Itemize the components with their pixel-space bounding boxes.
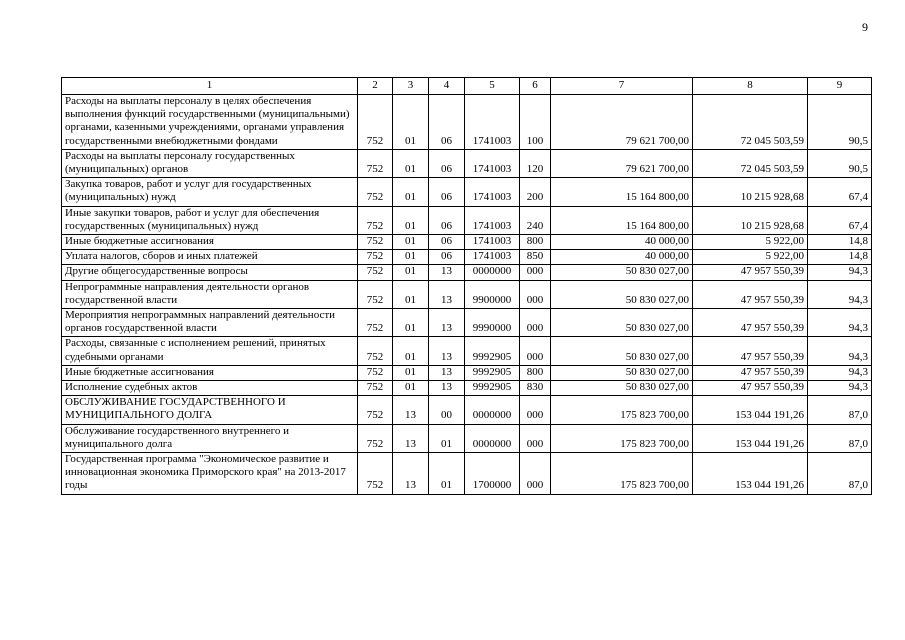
cell-col-section: 01 — [393, 337, 429, 365]
table-row — [62, 95, 872, 150]
header-cell-col-executed: 8 — [693, 78, 808, 95]
cell-col-section: 01 — [393, 206, 429, 234]
header-cell-col-expense-type: 6 — [520, 78, 551, 95]
cell-col-executed: 47 957 550,39 — [693, 309, 808, 337]
cell-col-plan: 50 830 027,00 — [551, 381, 693, 396]
cell-col-admin: 752 — [358, 365, 393, 380]
cell-col-plan: 175 823 700,00 — [551, 396, 693, 424]
cell-col-subsection: 13 — [429, 381, 465, 396]
cell-col-percent: 94,3 — [808, 365, 872, 380]
cell-col-subsection: 06 — [429, 95, 465, 150]
cell-col-section: 01 — [393, 265, 429, 280]
cell-col-target-article: 9990000 — [465, 309, 520, 337]
cell-col-name: Государственная программа "Экономическое развитие и инновационная экономика Приморского края" на 2013-2017 годы — [62, 453, 358, 495]
cell-col-name: Закупка товаров, работ и услуг для государственных (муниципальных) нужд — [62, 178, 358, 206]
cell-col-name: ОБСЛУЖИВАНИЕ ГОСУДАРСТВЕННОГО И МУНИЦИПАЛЬНОГО ДОЛГА — [62, 396, 358, 424]
cell-col-subsection: 06 — [429, 206, 465, 234]
cell-col-name: Непрограммные направления деятельности органов государственной власти — [62, 280, 358, 308]
cell-col-expense-type: 100 — [520, 95, 551, 150]
header-cell-col-subsection: 4 — [429, 78, 465, 95]
cell-col-name: Иные бюджетные ассигнования — [62, 235, 358, 250]
cell-col-expense-type: 000 — [520, 453, 551, 495]
cell-col-plan: 79 621 700,00 — [551, 149, 693, 177]
cell-col-target-article: 1700000 — [465, 453, 520, 495]
cell-col-expense-type: 000 — [520, 309, 551, 337]
cell-col-percent: 14,8 — [808, 250, 872, 265]
cell-col-expense-type: 850 — [520, 250, 551, 265]
cell-col-name: Иные закупки товаров, работ и услуг для обеспечения государственных (муниципальных) нужд — [62, 206, 358, 234]
cell-col-percent: 94,3 — [808, 337, 872, 365]
table-row — [62, 381, 872, 396]
cell-col-section: 01 — [393, 250, 429, 265]
header-row — [62, 78, 872, 95]
cell-col-percent: 67,4 — [808, 178, 872, 206]
table-body — [62, 95, 872, 495]
cell-col-section: 01 — [393, 95, 429, 150]
cell-col-expense-type: 240 — [520, 206, 551, 234]
cell-col-executed: 47 957 550,39 — [693, 265, 808, 280]
cell-col-executed: 47 957 550,39 — [693, 365, 808, 380]
cell-col-percent: 67,4 — [808, 206, 872, 234]
cell-col-percent: 94,3 — [808, 381, 872, 396]
table-row — [62, 250, 872, 265]
header-cell-col-admin: 2 — [358, 78, 393, 95]
cell-col-target-article: 9900000 — [465, 280, 520, 308]
cell-col-expense-type: 000 — [520, 424, 551, 452]
header-cell-col-plan: 7 — [551, 78, 693, 95]
table-row — [62, 280, 872, 308]
cell-col-target-article: 0000000 — [465, 265, 520, 280]
cell-col-admin: 752 — [358, 337, 393, 365]
cell-col-name: Иные бюджетные ассигнования — [62, 365, 358, 380]
cell-col-plan: 50 830 027,00 — [551, 309, 693, 337]
cell-col-subsection: 06 — [429, 235, 465, 250]
table-row — [62, 453, 872, 495]
cell-col-executed: 47 957 550,39 — [693, 381, 808, 396]
cell-col-admin: 752 — [358, 206, 393, 234]
cell-col-expense-type: 200 — [520, 178, 551, 206]
table-row — [62, 206, 872, 234]
table-row — [62, 396, 872, 424]
cell-col-target-article: 1741003 — [465, 149, 520, 177]
cell-col-name: Обслуживание государственного внутреннего и муниципального долга — [62, 424, 358, 452]
cell-col-executed: 5 922,00 — [693, 235, 808, 250]
cell-col-expense-type: 830 — [520, 381, 551, 396]
cell-col-admin: 752 — [358, 95, 393, 150]
cell-col-plan: 50 830 027,00 — [551, 337, 693, 365]
cell-col-subsection: 13 — [429, 365, 465, 380]
table-row — [62, 365, 872, 380]
cell-col-subsection: 01 — [429, 453, 465, 495]
header-cell-col-percent: 9 — [808, 78, 872, 95]
cell-col-percent: 90,5 — [808, 149, 872, 177]
table-row — [62, 149, 872, 177]
cell-col-target-article: 9992905 — [465, 365, 520, 380]
cell-col-plan: 175 823 700,00 — [551, 424, 693, 452]
cell-col-name: Расходы на выплаты персоналу государственных (муниципальных) органов — [62, 149, 358, 177]
cell-col-executed: 5 922,00 — [693, 250, 808, 265]
cell-col-section: 01 — [393, 149, 429, 177]
cell-col-target-article: 1741003 — [465, 250, 520, 265]
cell-col-target-article: 1741003 — [465, 178, 520, 206]
cell-col-subsection: 13 — [429, 265, 465, 280]
cell-col-target-article: 9992905 — [465, 381, 520, 396]
cell-col-name: Мероприятия непрограммных направлений деятельности органов государственной власти — [62, 309, 358, 337]
cell-col-plan: 50 830 027,00 — [551, 280, 693, 308]
cell-col-executed: 153 044 191,26 — [693, 453, 808, 495]
table-row — [62, 265, 872, 280]
cell-col-expense-type: 000 — [520, 265, 551, 280]
cell-col-expense-type: 000 — [520, 396, 551, 424]
cell-col-executed: 153 044 191,26 — [693, 396, 808, 424]
cell-col-section: 13 — [393, 396, 429, 424]
cell-col-subsection: 13 — [429, 337, 465, 365]
cell-col-admin: 752 — [358, 453, 393, 495]
cell-col-percent: 87,0 — [808, 453, 872, 495]
cell-col-target-article: 0000000 — [465, 424, 520, 452]
cell-col-target-article: 9992905 — [465, 337, 520, 365]
cell-col-plan: 40 000,00 — [551, 235, 693, 250]
cell-col-target-article: 0000000 — [465, 396, 520, 424]
table-row — [62, 424, 872, 452]
table-row — [62, 235, 872, 250]
cell-col-admin: 752 — [358, 250, 393, 265]
cell-col-executed: 72 045 503,59 — [693, 95, 808, 150]
cell-col-target-article: 1741003 — [465, 95, 520, 150]
cell-col-subsection: 06 — [429, 250, 465, 265]
cell-col-name: Исполнение судебных актов — [62, 381, 358, 396]
cell-col-expense-type: 120 — [520, 149, 551, 177]
cell-col-subsection: 01 — [429, 424, 465, 452]
cell-col-plan: 50 830 027,00 — [551, 265, 693, 280]
cell-col-admin: 752 — [358, 396, 393, 424]
cell-col-section: 01 — [393, 381, 429, 396]
budget-table — [61, 77, 872, 495]
cell-col-executed: 47 957 550,39 — [693, 337, 808, 365]
cell-col-expense-type: 800 — [520, 235, 551, 250]
cell-col-subsection: 13 — [429, 309, 465, 337]
cell-col-name: Уплата налогов, сборов и иных платежей — [62, 250, 358, 265]
table-row — [62, 178, 872, 206]
cell-col-expense-type: 000 — [520, 337, 551, 365]
cell-col-percent: 90,5 — [808, 95, 872, 150]
cell-col-name: Другие общегосударственные вопросы — [62, 265, 358, 280]
cell-col-executed: 72 045 503,59 — [693, 149, 808, 177]
cell-col-plan: 175 823 700,00 — [551, 453, 693, 495]
cell-col-admin: 752 — [358, 235, 393, 250]
cell-col-executed: 153 044 191,26 — [693, 424, 808, 452]
cell-col-admin: 752 — [358, 178, 393, 206]
cell-col-percent: 94,3 — [808, 265, 872, 280]
cell-col-target-article: 1741003 — [465, 206, 520, 234]
cell-col-admin: 752 — [358, 149, 393, 177]
cell-col-admin: 752 — [358, 280, 393, 308]
cell-col-name: Расходы на выплаты персоналу в целях обеспечения выполнения функций государственными (муниципальными) органами, казенными учреждениями, органами управления государственными внебюджетными фондами — [62, 95, 358, 150]
cell-col-percent: 87,0 — [808, 424, 872, 452]
cell-col-percent: 87,0 — [808, 396, 872, 424]
page-number: 9 — [862, 20, 868, 34]
cell-col-subsection: 06 — [429, 149, 465, 177]
cell-col-target-article: 1741003 — [465, 235, 520, 250]
cell-col-admin: 752 — [358, 265, 393, 280]
cell-col-subsection: 06 — [429, 178, 465, 206]
cell-col-admin: 752 — [358, 381, 393, 396]
cell-col-expense-type: 000 — [520, 280, 551, 308]
table-row — [62, 309, 872, 337]
cell-col-plan: 50 830 027,00 — [551, 365, 693, 380]
cell-col-name: Расходы, связанные с исполнением решений, принятых судебными органами — [62, 337, 358, 365]
header-cell-col-name: 1 — [62, 78, 358, 95]
cell-col-executed: 47 957 550,39 — [693, 280, 808, 308]
cell-col-section: 13 — [393, 453, 429, 495]
header-cell-col-section: 3 — [393, 78, 429, 95]
cell-col-percent: 94,3 — [808, 280, 872, 308]
table-row — [62, 337, 872, 365]
cell-col-admin: 752 — [358, 424, 393, 452]
cell-col-executed: 10 215 928,68 — [693, 206, 808, 234]
header-cell-col-target-article: 5 — [465, 78, 520, 95]
cell-col-section: 01 — [393, 280, 429, 308]
cell-col-subsection: 00 — [429, 396, 465, 424]
cell-col-plan: 40 000,00 — [551, 250, 693, 265]
cell-col-admin: 752 — [358, 309, 393, 337]
cell-col-section: 13 — [393, 424, 429, 452]
cell-col-section: 01 — [393, 178, 429, 206]
cell-col-subsection: 13 — [429, 280, 465, 308]
cell-col-plan: 15 164 800,00 — [551, 206, 693, 234]
cell-col-expense-type: 800 — [520, 365, 551, 380]
cell-col-percent: 14,8 — [808, 235, 872, 250]
cell-col-plan: 15 164 800,00 — [551, 178, 693, 206]
cell-col-plan: 79 621 700,00 — [551, 95, 693, 150]
cell-col-percent: 94,3 — [808, 309, 872, 337]
cell-col-executed: 10 215 928,68 — [693, 178, 808, 206]
cell-col-section: 01 — [393, 309, 429, 337]
cell-col-section: 01 — [393, 365, 429, 380]
table-header — [62, 78, 872, 95]
cell-col-section: 01 — [393, 235, 429, 250]
